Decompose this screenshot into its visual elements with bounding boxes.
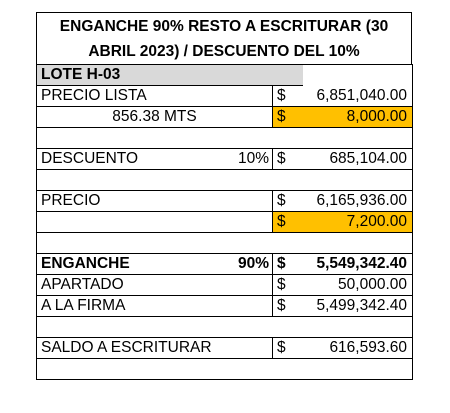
sheet-title: ENGANCHE 90% RESTO A ESCRITURAR (30 ABRIL 2023) / DESCUENTO DEL 10% xyxy=(36,12,412,64)
currency-symbol[interactable]: $ xyxy=(273,191,303,212)
currency-symbol[interactable]: $ xyxy=(273,254,303,275)
a-la-firma-amount[interactable]: 5,499,342.40 xyxy=(303,296,413,317)
table-row xyxy=(37,338,413,359)
empty-cell[interactable] xyxy=(273,359,303,380)
enganche-pct[interactable]: 90% xyxy=(237,254,273,275)
precio-lista-amount[interactable]: 6,851,040.00 xyxy=(303,86,413,107)
precio-label[interactable]: PRECIO xyxy=(37,191,273,212)
table-row xyxy=(37,359,413,380)
table-row xyxy=(37,128,413,149)
empty-cell[interactable] xyxy=(37,170,273,191)
empty-cell[interactable] xyxy=(37,212,273,233)
empty-cell[interactable] xyxy=(303,317,413,338)
precio-lista-label[interactable]: PRECIO LISTA xyxy=(37,86,273,107)
empty-cell[interactable] xyxy=(303,128,413,149)
empty-cell[interactable] xyxy=(273,170,303,191)
precio-amount[interactable]: 6,165,936.00 xyxy=(303,191,413,212)
table-row xyxy=(37,212,413,233)
saldo-amount[interactable]: 616,593.60 xyxy=(303,338,413,359)
table-row xyxy=(37,317,413,338)
table-row xyxy=(37,149,413,170)
table-row xyxy=(37,254,413,275)
currency-symbol[interactable]: $ xyxy=(273,107,303,128)
empty-cell[interactable] xyxy=(37,317,273,338)
table-row xyxy=(37,191,413,212)
empty-cell[interactable] xyxy=(303,233,413,254)
table-row xyxy=(37,65,413,86)
currency-symbol[interactable]: $ xyxy=(273,275,303,296)
metros-label[interactable]: 856.38 MTS xyxy=(37,107,273,128)
table-row xyxy=(37,170,413,191)
descuento-pct[interactable]: 10% xyxy=(237,149,273,170)
enganche-label[interactable]: ENGANCHE xyxy=(37,254,237,275)
descuento-amount[interactable]: 685,104.00 xyxy=(303,149,413,170)
currency-symbol[interactable]: $ xyxy=(273,212,303,233)
empty-cell[interactable] xyxy=(273,317,303,338)
empty-cell[interactable] xyxy=(273,128,303,149)
table-row xyxy=(37,296,413,317)
table-row xyxy=(37,86,413,107)
table-row xyxy=(37,275,413,296)
price-per-m2-discounted[interactable]: 7,200.00 xyxy=(303,212,413,233)
empty-cell[interactable] xyxy=(303,170,413,191)
quote-sheet xyxy=(36,12,412,380)
enganche-amount[interactable]: 5,549,342.40 xyxy=(303,254,413,275)
empty-cell[interactable] xyxy=(273,233,303,254)
empty-cell[interactable] xyxy=(37,233,273,254)
currency-symbol[interactable]: $ xyxy=(273,86,303,107)
empty-cell[interactable] xyxy=(303,359,413,380)
apartado-label[interactable]: APARTADO xyxy=(37,275,273,296)
quote-table xyxy=(36,64,413,380)
currency-symbol[interactable]: $ xyxy=(273,338,303,359)
table-row xyxy=(37,233,413,254)
apartado-amount[interactable]: 50,000.00 xyxy=(303,275,413,296)
table-row xyxy=(37,107,413,128)
lote-label[interactable]: LOTE H-03 xyxy=(37,65,303,86)
currency-symbol[interactable]: $ xyxy=(273,296,303,317)
descuento-label[interactable]: DESCUENTO xyxy=(37,149,237,170)
a-la-firma-label[interactable]: A LA FIRMA xyxy=(37,296,273,317)
saldo-label[interactable]: SALDO A ESCRITURAR xyxy=(37,338,273,359)
currency-symbol[interactable]: $ xyxy=(273,149,303,170)
price-per-m2-list[interactable]: 8,000.00 xyxy=(303,107,413,128)
empty-cell[interactable] xyxy=(37,128,273,149)
empty-cell[interactable] xyxy=(303,65,413,86)
empty-cell[interactable] xyxy=(37,359,273,380)
